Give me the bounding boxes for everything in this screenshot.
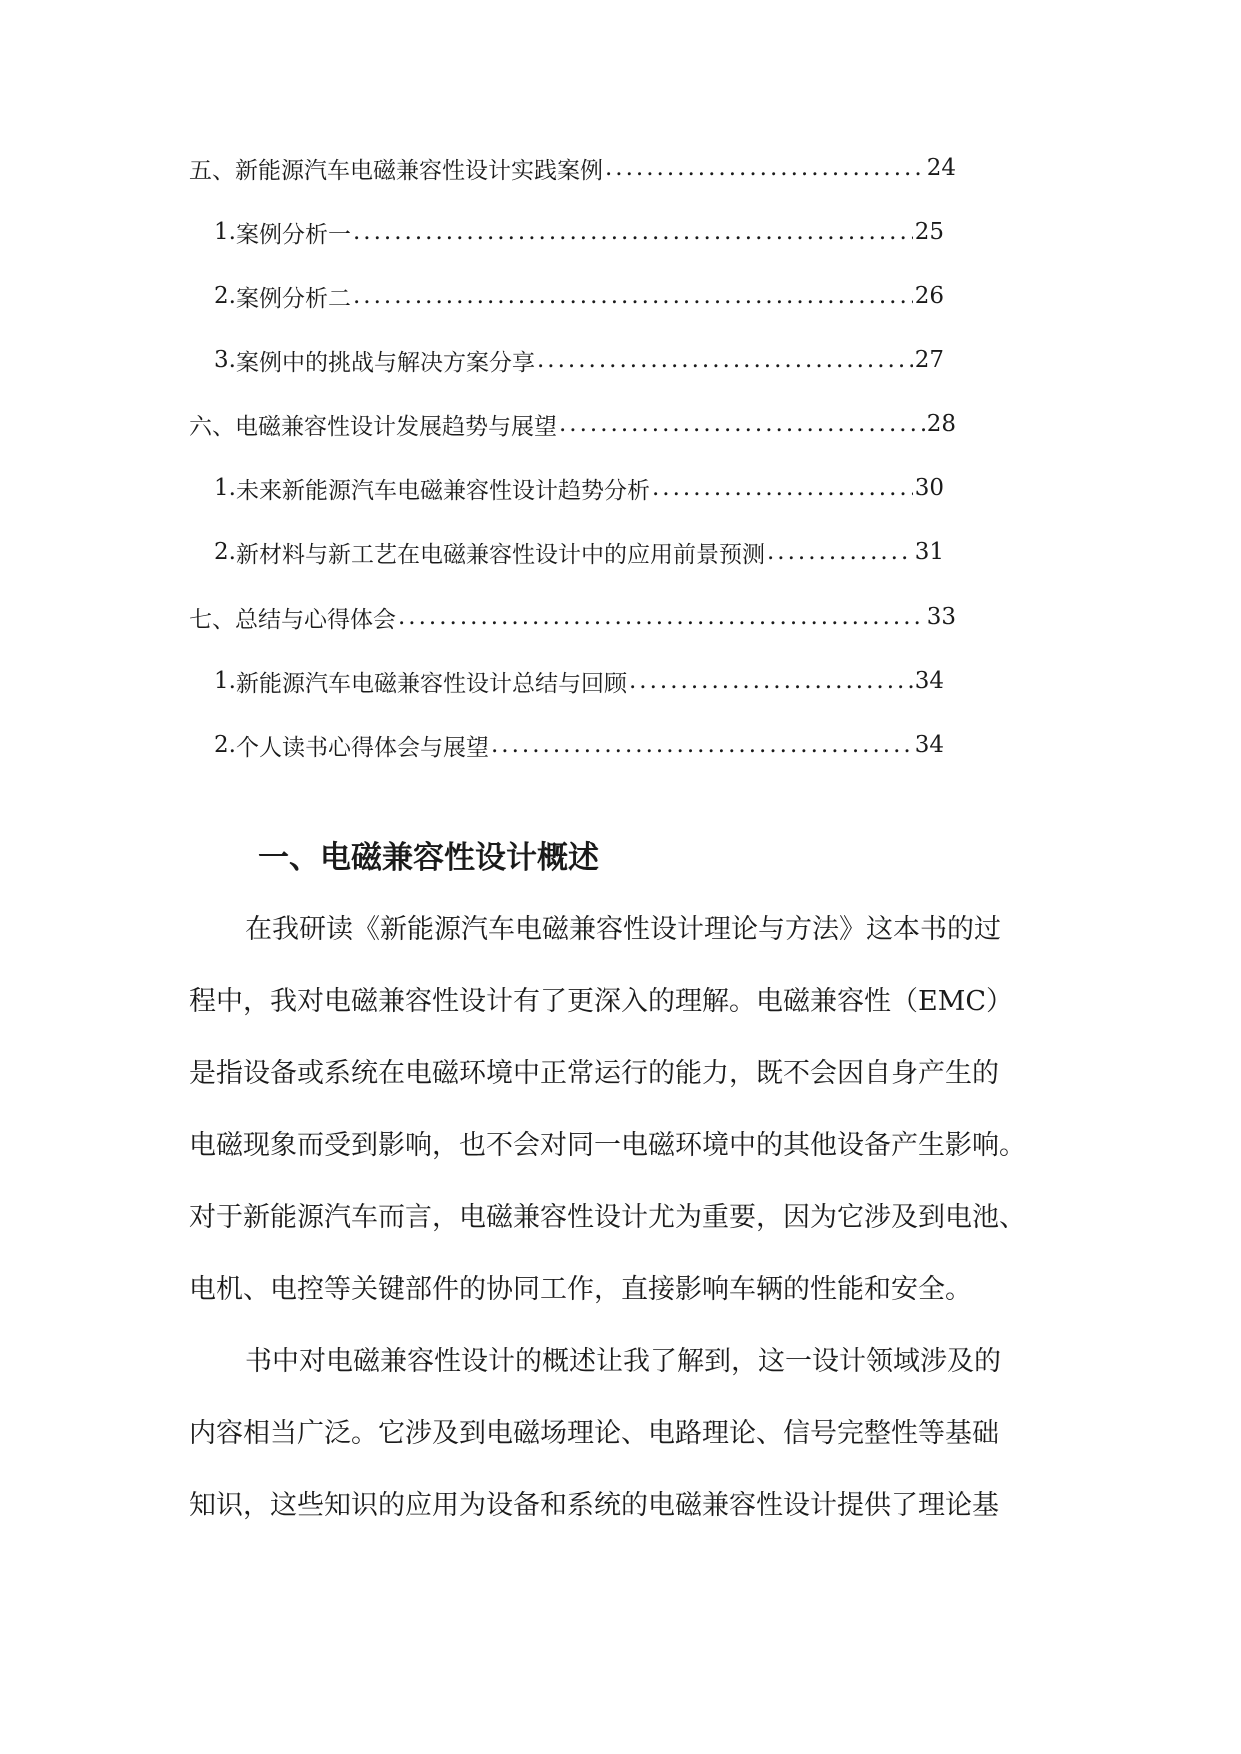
- toc-page-number: 31: [914, 539, 944, 565]
- toc-entry-number: 2.: [214, 539, 236, 565]
- toc-entry[interactable]: [214, 468, 944, 508]
- toc-entry[interactable]: [189, 404, 956, 444]
- toc-entry-number: 1.: [214, 475, 236, 501]
- body-text-line: 电机、电控等关键部件的协同工作，直接影响车辆的性能和安全。: [189, 1274, 972, 1305]
- toc-entry-title: 五、新能源汽车电磁兼容性设计实践案例: [189, 157, 603, 184]
- toc-page-number: 34: [914, 732, 944, 758]
- toc-dot-leader: [353, 283, 913, 309]
- toc-dot-leader: [629, 668, 913, 694]
- toc-entry[interactable]: [214, 340, 944, 380]
- toc-entry-number: 1.: [214, 219, 236, 245]
- body-text-line: 内容相当广泛。它涉及到电磁场理论、电路理论、信号完整性等基础: [189, 1418, 999, 1449]
- toc-dot-leader: [491, 732, 913, 758]
- toc-page-number: 33: [926, 604, 956, 630]
- toc-page-number: 28: [926, 411, 956, 437]
- toc-entry-title: 新能源汽车电磁兼容性设计总结与回顾: [235, 670, 627, 697]
- body-text-line: 知识，这些知识的应用为设备和系统的电磁兼容性设计提供了理论基: [189, 1490, 999, 1521]
- toc-dot-leader: [398, 604, 925, 630]
- toc-dot-leader: [559, 411, 925, 437]
- table-of-contents: [0, 0, 1241, 800]
- toc-dot-leader: [537, 347, 913, 373]
- toc-entry-title: 未来新能源汽车电磁兼容性设计趋势分析: [235, 477, 650, 504]
- toc-entry[interactable]: [214, 725, 944, 765]
- toc-entry-number: 3.: [214, 347, 236, 373]
- toc-entry[interactable]: [189, 148, 956, 188]
- toc-entry[interactable]: [214, 661, 944, 701]
- toc-entry[interactable]: [214, 212, 944, 252]
- toc-entry[interactable]: [214, 276, 944, 316]
- toc-entry-number: 2.: [214, 732, 236, 758]
- toc-entry-title: 个人读书心得体会与展望: [235, 734, 489, 761]
- toc-page-number: 24: [926, 155, 956, 181]
- toc-dot-leader: [605, 155, 925, 181]
- body-text-line: 是指设备或系统在电磁环境中正常运行的能力，既不会因自身产生的: [189, 1058, 999, 1089]
- toc-entry-title: 案例中的挑战与解决方案分享: [235, 349, 535, 376]
- toc-entry-number: 1.: [214, 668, 236, 694]
- toc-entry[interactable]: [214, 532, 944, 572]
- toc-entry-title: 新材料与新工艺在电磁兼容性设计中的应用前景预测: [235, 541, 765, 568]
- toc-entry-title: 七、总结与心得体会: [189, 606, 396, 633]
- body-text-line: 对于新能源汽车而言，电磁兼容性设计尤为重要，因为它涉及到电池、: [189, 1202, 1026, 1233]
- body-text-line: 程中，我对电磁兼容性设计有了更深入的理解。电磁兼容性（EMC）: [189, 986, 1014, 1017]
- toc-page-number: 25: [914, 219, 944, 245]
- body-text-line: 电磁现象而受到影响，也不会对同一电磁环境中的其他设备产生影响。: [189, 1130, 1026, 1161]
- toc-page-number: 26: [914, 283, 944, 309]
- toc-entry-title: 六、电磁兼容性设计发展趋势与展望: [189, 413, 557, 440]
- toc-page-number: 30: [914, 475, 944, 501]
- toc-dot-leader: [353, 219, 913, 245]
- toc-page-number: 34: [914, 668, 944, 694]
- body-text-line: 书中对电磁兼容性设计的概述让我了解到，这一设计领域涉及的: [245, 1346, 1001, 1377]
- section-heading: 一、电磁兼容性设计概述: [258, 840, 599, 876]
- toc-dot-leader: [767, 539, 913, 565]
- toc-page-number: 27: [914, 347, 944, 373]
- toc-entry-title: 案例分析二: [235, 285, 351, 312]
- toc-entry[interactable]: [189, 597, 956, 637]
- toc-entry-title: 案例分析一: [235, 221, 351, 248]
- body-text-line: 在我研读《新能源汽车电磁兼容性设计理论与方法》这本书的过: [245, 914, 1001, 945]
- toc-dot-leader: [652, 475, 913, 501]
- toc-entry-number: 2.: [214, 283, 236, 309]
